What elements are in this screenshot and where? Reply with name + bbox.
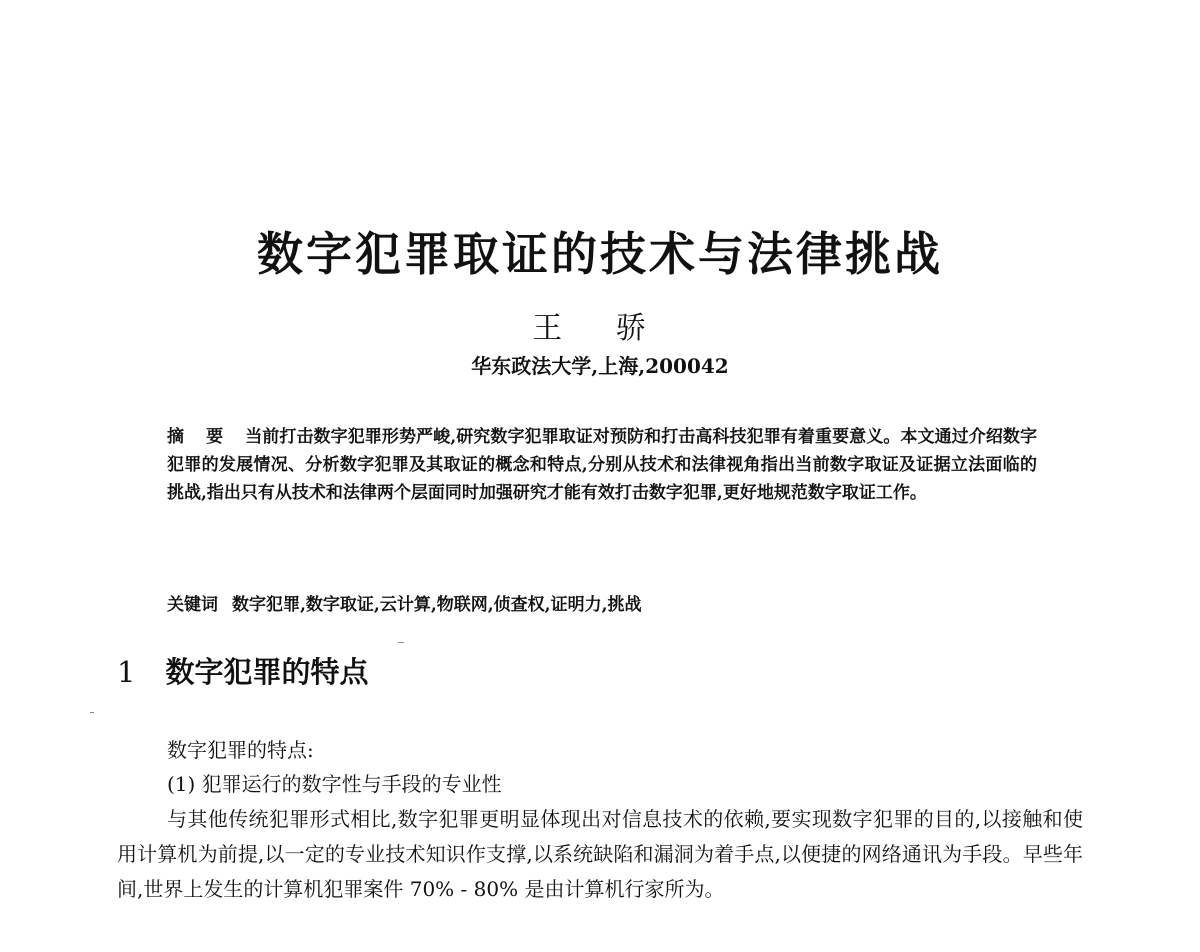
- scan-speck: [90, 712, 94, 713]
- abstract-text: 当前打击数字犯罪形势严峻,研究数字犯罪取证对预防和打击高科技犯罪有着重要意义。本文通过介绍数字犯罪的发展情况、分析数字犯罪及其取证的概念和特点,分别从技术和法律视角指出当前数字取证及证据立法面临的挑战,指出只有从技术和法律两个层面同时加强研究才能有效打击数字犯罪,更好地规范数字取证工作。: [167, 427, 1038, 503]
- author-affiliation: 华东政法大学,上海,200042: [471, 354, 729, 378]
- body-paragraph: 与其他传统犯罪形式相比,数字犯罪更明显体现出对信息技术的依赖,要实现数字犯罪的目的,以接触和使用计算机为前提,以一定的专业技术知识作支撑,以系统缺陷和漏洞为着手点,以便捷的网络通讯为手段。早些年间,世界上发生的计算机犯罪案件 70% - 80% 是由计算机行家所为。: [117, 807, 1083, 901]
- author-name: 王 骄: [532, 311, 668, 346]
- section-title: 数字犯罪的特点: [165, 655, 369, 689]
- subsection-heading: (1) 犯罪运行的数字性与手段的专业性: [167, 772, 502, 796]
- keywords: [167, 590, 1037, 615]
- keywords-label: 关键词: [167, 595, 218, 615]
- abstract: [167, 423, 1037, 507]
- abstract-label: 摘 要: [167, 427, 232, 447]
- section-intro: 数字犯罪的特点:: [167, 738, 314, 762]
- section-number: 1: [117, 655, 136, 689]
- paper-title: 数字犯罪取证的技术与法律挑战: [257, 227, 943, 281]
- scan-speck: [398, 642, 404, 643]
- keywords-text: 数字犯罪,数字取证,云计算,物联网,侦查权,证明力,挑战: [232, 595, 642, 615]
- section-heading: [117, 650, 368, 691]
